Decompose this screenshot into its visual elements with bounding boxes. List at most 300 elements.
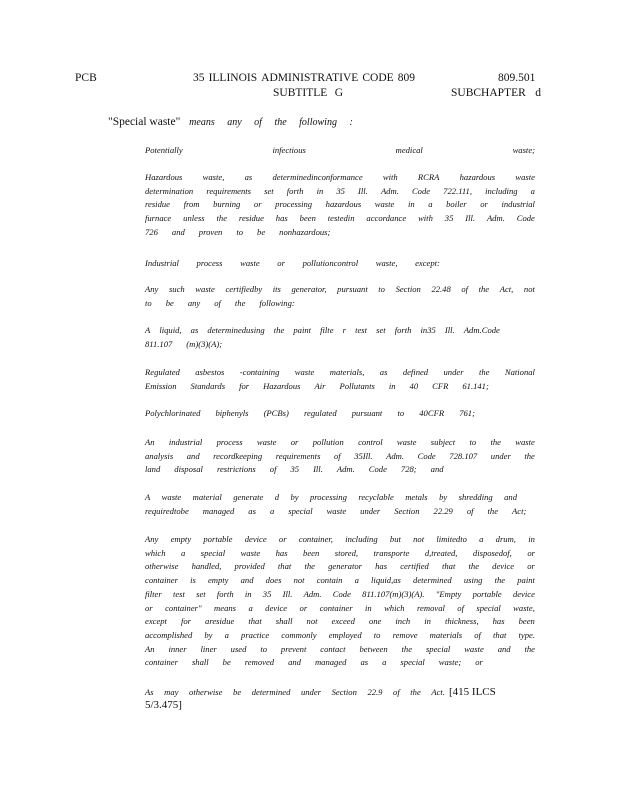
word: the	[401, 643, 413, 654]
word: Section	[331, 687, 357, 697]
word: certifiedby	[225, 284, 263, 294]
word: hazardous	[325, 199, 362, 210]
word: and	[430, 464, 444, 475]
word: recyclable	[358, 492, 394, 502]
word: a	[248, 602, 253, 613]
word: medical	[395, 145, 423, 155]
word: in	[244, 588, 252, 599]
word: or	[299, 602, 308, 613]
word: National	[504, 367, 535, 377]
word: A	[145, 325, 151, 335]
word: generate	[233, 492, 264, 502]
word: disposal	[174, 464, 203, 475]
word: for	[239, 380, 250, 391]
word: materials	[429, 629, 463, 640]
word: the	[273, 325, 285, 335]
word: to	[469, 437, 477, 447]
word: device	[265, 602, 288, 613]
word: determinedinconformance	[272, 172, 363, 182]
word: of	[269, 464, 277, 475]
text-line	[145, 505, 527, 519]
word: burning	[213, 199, 241, 210]
word: 811.107	[145, 338, 173, 349]
word: disposedof,	[472, 547, 512, 558]
text-line	[145, 297, 535, 311]
word: proven	[198, 226, 223, 237]
word: means	[214, 602, 237, 613]
word: Code	[368, 464, 387, 475]
text-line	[145, 185, 535, 199]
word: testedin	[327, 213, 355, 224]
defined-term: "Special waste"	[108, 116, 181, 128]
word: contact	[320, 643, 346, 654]
text-line	[145, 226, 535, 240]
word: residue	[145, 199, 170, 210]
word: as	[190, 325, 199, 335]
word: otherwise	[145, 561, 179, 572]
word: 22.29	[433, 505, 453, 516]
word: restrictions	[216, 464, 256, 475]
item-d-line1	[145, 686, 535, 700]
word: biphenyls	[215, 408, 249, 418]
word: not	[293, 575, 305, 586]
word: be	[222, 657, 231, 668]
word: control	[358, 437, 383, 447]
word: forth	[286, 185, 304, 196]
word: Adm.	[486, 213, 505, 224]
word: SUBCHAPTER	[451, 87, 526, 99]
word: forth	[394, 325, 412, 335]
word: or	[290, 437, 299, 447]
word: As	[145, 687, 154, 697]
word: Adm.Code	[463, 325, 500, 335]
word: exceed	[331, 616, 355, 627]
word: special	[400, 657, 425, 668]
word: RCRA	[417, 172, 440, 182]
word: the	[478, 367, 490, 377]
text-line	[145, 366, 535, 380]
word: except	[145, 616, 167, 627]
word: including	[345, 534, 378, 544]
word: the	[490, 437, 501, 447]
word: in	[316, 185, 324, 196]
word: 761;	[459, 408, 475, 418]
text-line	[145, 588, 535, 602]
text-line	[145, 144, 535, 158]
word: 722.111,	[443, 185, 472, 196]
word: shall	[275, 616, 293, 627]
word: that	[248, 616, 262, 627]
text-line	[145, 407, 475, 421]
word: under	[360, 505, 381, 516]
word: does	[265, 575, 282, 586]
text-line	[145, 171, 535, 185]
word: been	[299, 213, 316, 224]
word: prevent	[280, 643, 307, 654]
word: in35	[420, 325, 436, 335]
word: be	[165, 297, 174, 308]
word: forth	[216, 588, 234, 599]
text-line	[145, 450, 535, 464]
word: the	[524, 450, 535, 461]
word: as	[379, 367, 388, 377]
word: a	[224, 629, 229, 640]
word: industrial	[168, 437, 203, 447]
word: Pollutants	[339, 380, 375, 391]
word: material	[192, 492, 222, 502]
word: Ill.	[313, 464, 323, 475]
word: determined	[413, 575, 452, 586]
word: of	[393, 687, 400, 697]
word: and	[497, 643, 511, 654]
word: employed	[328, 629, 362, 640]
word: not	[413, 534, 425, 544]
word: a	[382, 657, 387, 668]
word: 40	[409, 380, 419, 391]
word: shredding	[458, 492, 493, 502]
item-d-text	[145, 686, 445, 700]
word: and	[240, 575, 254, 586]
word: to	[378, 284, 385, 294]
item-c	[145, 257, 535, 271]
word: in	[388, 380, 396, 391]
word: and	[186, 450, 200, 461]
word: by	[439, 492, 448, 502]
word: (m)(3)(A);	[186, 338, 223, 349]
word: paint	[517, 575, 535, 586]
word: as	[248, 505, 256, 516]
word: accomplished	[145, 629, 193, 640]
text-line	[145, 533, 535, 547]
word: Code	[516, 213, 535, 224]
word: Section	[394, 505, 420, 516]
word: in	[424, 616, 431, 627]
word: to	[236, 226, 244, 237]
word: (PCBs)	[263, 408, 289, 418]
word: test	[172, 588, 185, 599]
word: d	[535, 87, 541, 99]
word: 22.9	[367, 687, 383, 697]
word: hazardous	[459, 172, 496, 182]
item-c2	[145, 491, 535, 518]
word: asbestos	[195, 367, 225, 377]
word: liquid,	[159, 325, 182, 335]
word: waste	[374, 199, 395, 210]
word: remove	[392, 629, 418, 640]
word: An	[145, 643, 155, 654]
word: processing	[309, 492, 347, 502]
definition-lead-in: means any of the following :	[189, 117, 353, 128]
word: Ill.	[465, 213, 476, 224]
word: thickness,	[444, 616, 479, 627]
word: filter	[145, 588, 162, 599]
word: to	[260, 643, 267, 654]
word: its	[272, 284, 281, 294]
text-line	[145, 629, 535, 643]
word: processing	[275, 199, 313, 210]
word: of	[333, 450, 341, 461]
word: in	[407, 199, 415, 210]
word: SUBTITLE	[273, 87, 328, 99]
word: nonhazardous;	[279, 226, 331, 237]
word: drum,	[495, 534, 516, 544]
word: residue	[238, 213, 264, 224]
word: waste	[161, 492, 182, 502]
header-subchapter	[451, 87, 541, 99]
word: 35	[444, 213, 454, 224]
word: Any	[145, 534, 159, 544]
word: furnace	[145, 213, 172, 224]
word: container,	[298, 534, 333, 544]
word: recordkeeping	[213, 450, 263, 461]
word: empty	[170, 534, 192, 544]
word: determined	[251, 687, 291, 697]
word: 35	[336, 185, 345, 196]
word: container	[145, 575, 178, 586]
header-subtitle	[273, 87, 343, 99]
word: special	[425, 643, 451, 654]
word: limitedto	[436, 534, 467, 544]
word: generator,	[291, 284, 327, 294]
word: special	[476, 602, 501, 613]
text-line	[145, 656, 535, 670]
word: contain	[316, 575, 343, 586]
word: waste,	[513, 602, 535, 613]
word: to	[397, 408, 405, 418]
word: or	[253, 199, 262, 210]
word: process	[216, 437, 243, 447]
word: device	[512, 588, 535, 599]
word: set	[376, 325, 386, 335]
word: a	[530, 185, 535, 196]
word: waste	[195, 284, 215, 294]
word: Standards	[190, 380, 226, 391]
word: as	[244, 172, 253, 182]
word: the	[468, 561, 480, 572]
word: empty	[207, 575, 229, 586]
word: may	[164, 687, 179, 697]
word: the	[524, 643, 535, 654]
word: of	[214, 297, 221, 308]
word: Ill.	[444, 325, 455, 335]
text-line	[145, 380, 535, 394]
word: not	[523, 284, 535, 294]
word: inch	[395, 616, 411, 627]
word: CODE	[362, 72, 394, 84]
word: waste;	[512, 145, 535, 155]
word: container"	[165, 602, 202, 613]
word: 22.48	[431, 284, 451, 294]
word: Act;	[512, 505, 527, 516]
word: waste	[396, 437, 417, 447]
header-section-number: 809.501	[498, 72, 536, 84]
text-line	[145, 257, 440, 271]
word: or	[278, 534, 287, 544]
word: -containing	[239, 367, 280, 377]
word: shall	[191, 657, 209, 668]
definition-intro	[108, 116, 353, 128]
word: to	[373, 629, 381, 640]
word: pollutioncontrol	[302, 258, 359, 268]
word: Industrial	[145, 258, 179, 268]
word: container	[145, 657, 178, 668]
word: from	[183, 199, 200, 210]
word: managed	[314, 657, 347, 668]
citation-start: [415 ILCS	[449, 686, 496, 698]
word: waste	[515, 437, 535, 447]
word: d	[274, 492, 280, 502]
word: waste	[464, 643, 484, 654]
word: waste;	[438, 657, 462, 668]
word: CFR	[432, 380, 449, 391]
word: liner	[200, 643, 217, 654]
word: or	[475, 657, 483, 668]
word: a	[428, 199, 433, 210]
word: Potentially	[145, 145, 183, 155]
citation-end: 5/3.475]	[145, 698, 182, 711]
word: ILLINOIS	[208, 72, 258, 84]
word: Adm.	[386, 450, 405, 461]
word: set	[196, 588, 206, 599]
word: determination	[145, 185, 194, 196]
word: for	[180, 616, 192, 627]
text-line	[145, 198, 535, 212]
word: and	[288, 657, 301, 668]
header-title	[193, 72, 415, 84]
text-line	[145, 283, 535, 297]
word: of	[457, 602, 464, 613]
word: Adm.	[303, 588, 322, 599]
word: 811.107(m)(3)(A).	[362, 588, 425, 599]
word: liquid,as	[371, 575, 401, 586]
item-c1d	[145, 436, 535, 477]
item-c1c	[145, 407, 535, 421]
header-subchapter-row	[451, 87, 541, 99]
item-d	[145, 686, 535, 712]
word: including	[485, 185, 518, 196]
word: of	[474, 629, 481, 640]
word: that	[277, 561, 292, 572]
word: Hazardous	[263, 380, 301, 391]
word: Code	[411, 185, 431, 196]
text-line	[145, 615, 535, 629]
word: infectious	[272, 145, 306, 155]
text-line	[145, 602, 535, 616]
word: been	[303, 547, 320, 558]
word: to	[145, 297, 152, 308]
word: container	[319, 602, 353, 613]
word: generator	[328, 561, 362, 572]
text-line	[145, 574, 535, 588]
word: 809	[397, 72, 415, 84]
word: ADMINISTRATIVE	[261, 72, 359, 84]
word: a	[479, 534, 484, 544]
word: with	[418, 213, 433, 224]
word: accordance	[366, 213, 407, 224]
word: 728;	[400, 464, 417, 475]
word: otherwise	[189, 687, 223, 697]
word: such	[168, 284, 185, 294]
word: removed	[244, 657, 275, 668]
word: waste,	[375, 258, 398, 268]
word: not	[306, 616, 318, 627]
word: in	[364, 602, 372, 613]
word: d,treated,	[424, 547, 458, 558]
word: or	[145, 602, 153, 613]
header-subtitle-row	[273, 87, 343, 99]
word: of	[461, 284, 469, 294]
word: 728.107	[449, 450, 478, 461]
word: a	[269, 505, 275, 516]
word: land	[145, 464, 161, 475]
word: removal	[417, 602, 445, 613]
word: waste	[326, 505, 347, 516]
word: analysis	[145, 450, 174, 461]
word: test	[355, 325, 367, 335]
word: be	[233, 687, 242, 697]
word: A	[145, 492, 151, 502]
word: Regulated	[145, 367, 180, 377]
word: has	[275, 547, 288, 558]
word: subject	[430, 437, 456, 447]
word: any	[187, 297, 201, 308]
word: Polychlorinated	[145, 408, 201, 418]
text-line	[145, 560, 535, 574]
text-line	[145, 463, 535, 477]
word: or	[527, 547, 535, 558]
word: type.	[518, 629, 535, 640]
word: special	[288, 505, 313, 516]
word: waste,	[202, 172, 225, 182]
word: by	[290, 492, 299, 502]
item-a	[145, 144, 535, 158]
word: "Empty	[435, 588, 462, 599]
word: the	[304, 561, 315, 572]
word: pollution	[312, 437, 344, 447]
word: using	[463, 575, 483, 586]
word: portable	[472, 588, 502, 599]
word: Adm.	[336, 464, 355, 475]
word: under	[443, 367, 464, 377]
word: the	[487, 505, 499, 516]
word: used	[230, 643, 247, 654]
word: of	[466, 505, 474, 516]
word: the	[478, 284, 490, 294]
word: or	[527, 561, 535, 572]
word: set	[264, 185, 274, 196]
header-agency: PCB	[75, 72, 97, 84]
text-line	[145, 212, 535, 226]
text-line	[145, 491, 517, 505]
word: a	[181, 547, 186, 558]
word: Code	[332, 588, 351, 599]
word: Any	[145, 284, 159, 294]
word: 35Ill.	[354, 450, 373, 461]
word: 35	[262, 588, 272, 599]
word: defined	[402, 367, 429, 377]
text-line	[145, 643, 535, 657]
word: special	[200, 547, 226, 558]
word: or	[480, 199, 488, 210]
word: waste	[240, 547, 261, 558]
word: determinedusing	[207, 325, 265, 335]
word: as	[360, 657, 369, 668]
word: the	[216, 213, 228, 224]
word: waste	[240, 258, 260, 268]
word: the	[410, 687, 421, 697]
word: pursuant	[351, 408, 383, 418]
word: Section	[395, 284, 421, 294]
